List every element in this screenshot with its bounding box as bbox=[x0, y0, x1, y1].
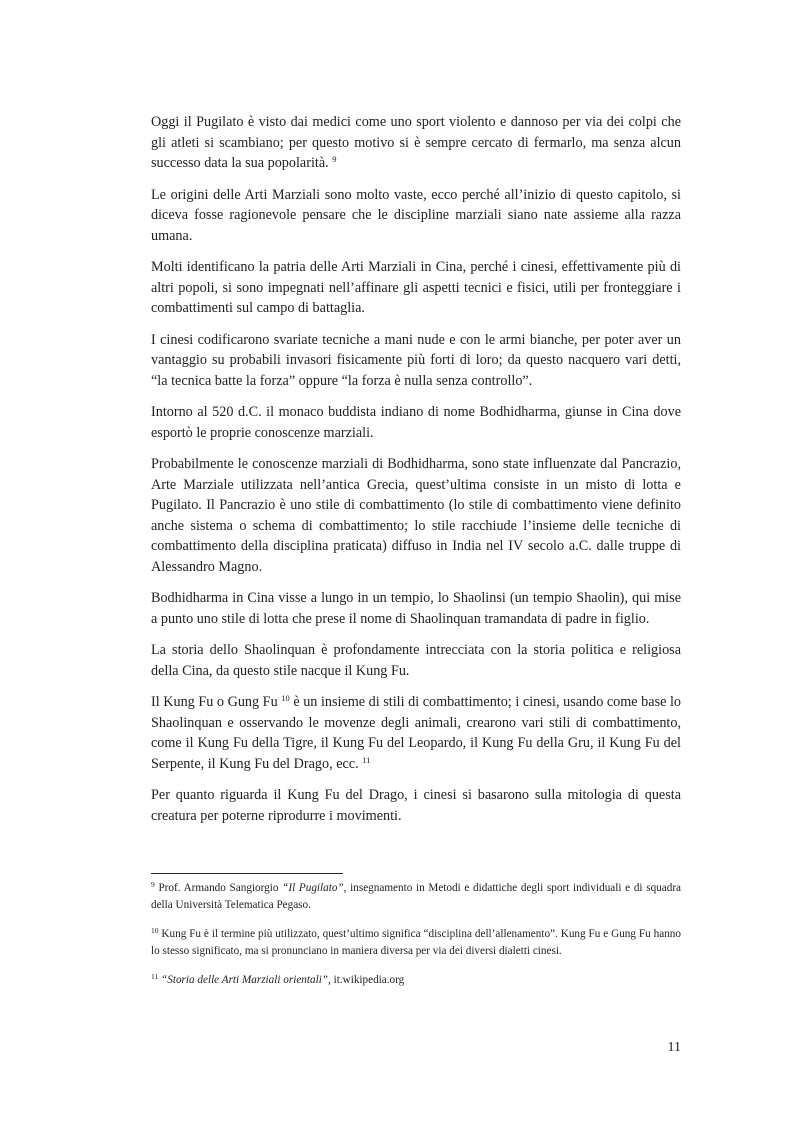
paragraph-10: Per quanto riguarda il Kung Fu del Drago, i cinesi si basarono sulla mitologia di questa creatura per poterne riprodurre i movimenti. bbox=[151, 787, 681, 824]
footnote-11: $^{11}$ “Storia delle Arti Marziali orientali”, it.wikipedia.org bbox=[151, 972, 405, 986]
footnote-ref-11[interactable]: 11 bbox=[362, 754, 371, 765]
paragraph-9: Il Kung Fu o Gung Fu $^{10}$ è un insieme di stili di combattimento; i cinesi, usando come base lo Shaolinquan e osservando le movenze degli animali, crearono vari stili di combattimento, come il Kung Fu della Tigre, il Kung Fu del Leopardo, il Kung Fu della Gru, il Kung Fu del Serpente, il Kung Fu del Drago, ecc. $^{11}$ bbox=[151, 693, 681, 772]
footnote-divider bbox=[151, 873, 343, 874]
page-number: 11 bbox=[667, 1040, 681, 1055]
paragraph-6: Probabilmente le conoscenze marziali di Bodhidharma, sono state influenzate dal Pancrazio, Arte Marziale utilizzata nell’antica Grecia, quest’ultima consiste in un misto di lotta e Pugilato. Il Pancrazio è uno stile di combattimento (lo stile di combattimento viene definito anche sistema o schema di combattimento; lo stile racchiude l’insieme delle tecniche di combattimento della disciplina praticata) diffuso in India nel IV secolo a.C. dalle truppe di Alessandro Magno. bbox=[151, 456, 681, 575]
source-link[interactable]: it.wikipedia.org bbox=[333, 974, 405, 986]
body-text bbox=[151, 112, 681, 837]
paragraph-3: Molti identificano la patria delle Arti Marziali in Cina, perché i cinesi, effettivamente più di altri popoli, si sono impegnati nell’affinare gli aspetti tecnici e fisici, utili per fronteggiare i combattimenti sul campo di battaglia. bbox=[151, 259, 681, 316]
paragraph-5: Intorno al 520 d.C. il monaco buddista indiano di nome Bodhidharma, giunse in Cina dove esportò le proprie conoscenze marziali. bbox=[151, 404, 681, 441]
paragraph-4: I cinesi codificarono svariate tecniche a mani nude e con le armi bianche, per poter aver un vantaggio su probabili invasori fisicamente più forti di loro; da questo nacquero vari detti, “la tecnica batte la forza” oppure “la forza è nulla senza controllo”. bbox=[151, 331, 681, 389]
footnotes bbox=[151, 880, 681, 1002]
footnote-ref-10[interactable]: 10 bbox=[281, 693, 290, 703]
paragraph-2: Le origini delle Arti Marziali sono molto vaste, ecco perché all’inizio di questo capitolo, si diceva fosse ragionevole pensare che le discipline marziali siano nate assieme alla razza umana. bbox=[151, 186, 681, 244]
paragraph-1: Oggi il Pugilato è visto dai medici come uno sport violento e dannoso per via dei colpi che gli atleti si scambiano; per questo motivo si è sempre cercato di fermarlo, ma senza alcun successo data la sua popolarità. $^9$ bbox=[151, 114, 681, 171]
paragraph-7: Bodhidharma in Cina visse a lungo in un tempio, lo Shaolinsi (un tempio Shaolin), qui mise a punto uno stile di lotta che prese il nome di Shaolinquan tramandata di padre in figlio. bbox=[151, 590, 681, 627]
footnote-ref-9[interactable]: 9 bbox=[332, 154, 337, 164]
footnote-10: $^{10}$ Kung Fu è il termine più utilizzato, quest’ultimo significa “disciplina dell’allenamento”. Kung Fu e Gung Fu hanno lo stesso significato, ma si pronunciano in maniera diversa per via dei diversi dialetti cinesi. bbox=[151, 926, 681, 957]
footnote-9: $^9$ Prof. Armando Sangiorgio “Il Pugilato”, insegnamento in Metodi e didattiche degli sport individuali e di squadra della Università Telematica Pegaso. bbox=[151, 880, 682, 911]
paragraph-8: La storia dello Shaolinquan è profondamente intrecciata con la storia politica e religiosa della Cina, da questo stile nacque il Kung Fu. bbox=[151, 642, 681, 679]
